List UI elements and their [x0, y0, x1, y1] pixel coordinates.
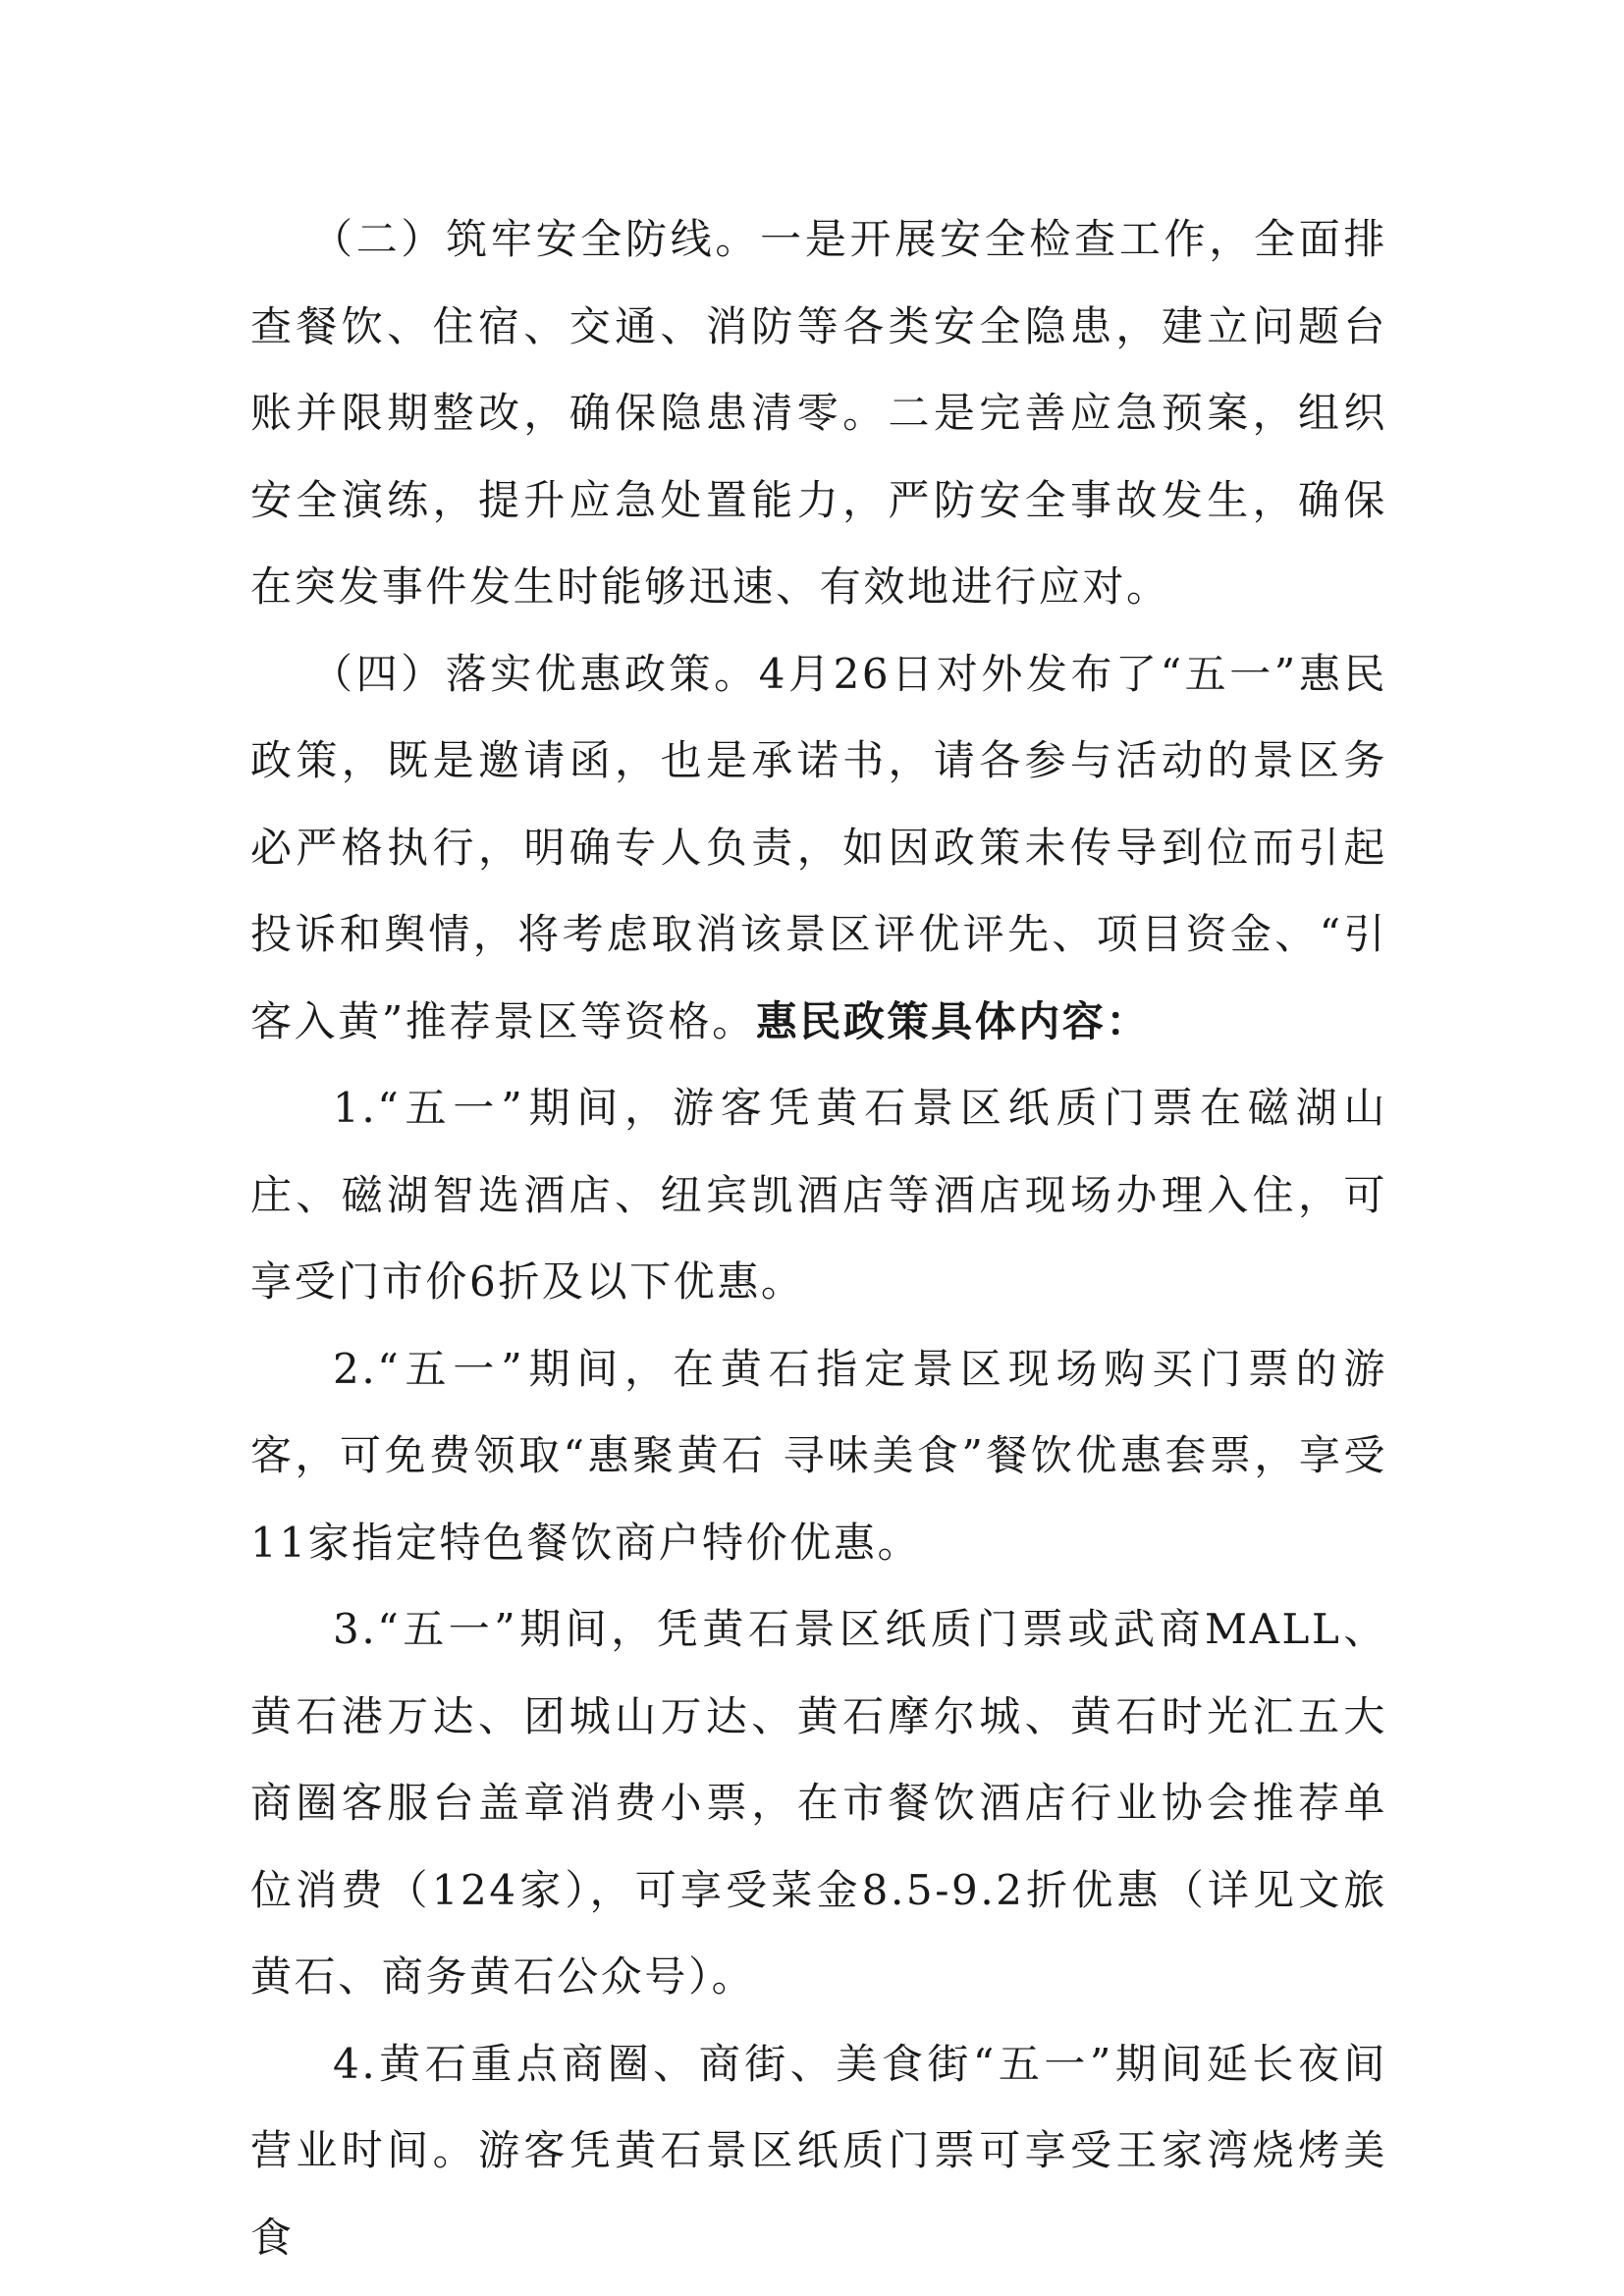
paragraph-policy-bold-tail: 惠民政策具体内容： — [755, 996, 1151, 1045]
paragraph-policy — [250, 631, 1387, 1066]
paragraph-policy-text: （四）落实优惠政策。4月26日对外发布了“五一”惠民政策，既是邀请函，也是承诺书，请各参与活动的景区务必严格执行，明确专人负责，如因政策未传导到位而引起投诉和舆情，将考虑取消该景区评优评先、项目资金、“引客入黄”推荐景区等资格。 — [250, 649, 1387, 1045]
list-item-hotel — [250, 1065, 1387, 1326]
list-item-dining — [250, 1326, 1387, 1587]
list-item-night — [250, 2021, 1387, 2282]
document-page — [250, 196, 1387, 2281]
paragraph-safety-text: （二）筑牢安全防线。一是开展安全检查工作，全面排查餐饮、住宿、交通、消防等各类安全隐患，建立问题台账并限期整改，确保隐患清零。二是完善应急预案，组织安全演练，提升应急处置能力，严防安全事故发生，确保在突发事件发生时能够迅速、有效地进行应对。 — [250, 215, 1387, 611]
list-item-mall-text: 3.“五一”期间，凭黄石景区纸质门票或武商MALL、黄石港万达、团城山万达、黄石摩尔城、黄石时光汇五大商圈客服台盖章消费小票，在市餐饮酒店行业协会推荐单位消费（124家），可享受菜金8.5-9.2折优惠（详见文旅黄石、商务黄石公众号）。 — [250, 1605, 1387, 2001]
list-item-dining-text: 2.“五一”期间，在黄石指定景区现场购买门票的游客，可免费领取“惠聚黄石 寻味美食”餐饮优惠套票，享受11家指定特色餐饮商户特价优惠。 — [250, 1344, 1387, 1567]
list-item-hotel-text: 1.“五一”期间，游客凭黄石景区纸质门票在磁湖山庄、磁湖智选酒店、纽宾凯酒店等酒店现场办理入住，可享受门市价6折及以下优惠。 — [250, 1084, 1387, 1306]
paragraph-safety — [250, 196, 1387, 631]
list-item-mall — [250, 1586, 1387, 2021]
list-item-night-text: 4.黄石重点商圈、商街、美食街“五一”期间延长夜间营业时间。游客凭黄石景区纸质门票可享受王家湾烧烤美食 — [250, 2039, 1387, 2262]
